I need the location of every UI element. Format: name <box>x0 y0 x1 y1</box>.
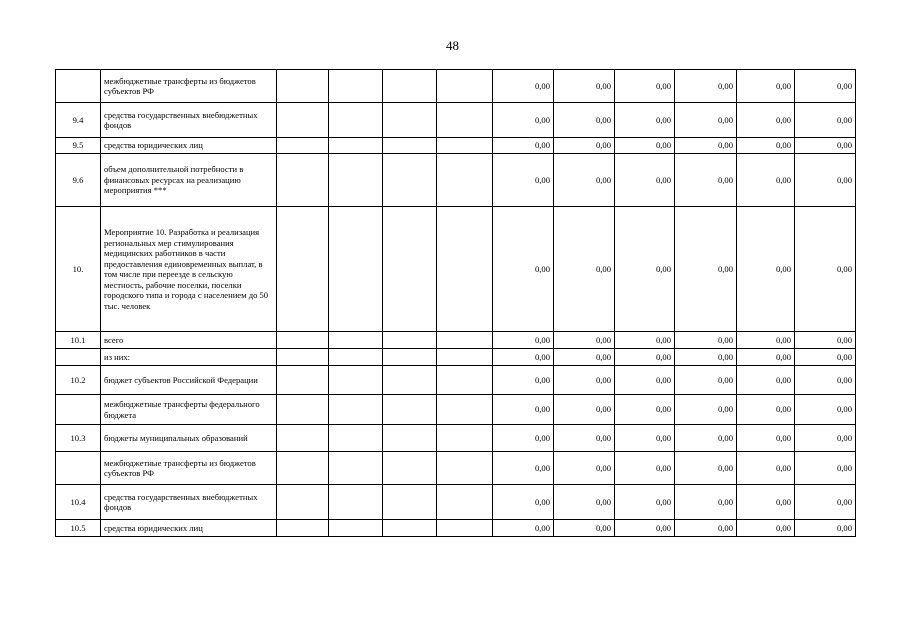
blank-cell <box>277 395 329 425</box>
value-cell: 0,00 <box>615 70 675 103</box>
blank-cell <box>383 520 437 537</box>
blank-cell <box>383 207 437 332</box>
value-cell: 0,00 <box>554 349 615 366</box>
blank-cell <box>437 520 493 537</box>
row-number <box>56 452 101 485</box>
value-cell: 0,00 <box>737 349 795 366</box>
blank-cell <box>437 366 493 395</box>
blank-cell <box>329 207 383 332</box>
value-cell: 0,00 <box>615 138 675 154</box>
value-cell: 0,00 <box>615 103 675 138</box>
table-row <box>56 395 856 425</box>
budget-table <box>55 69 856 537</box>
value-cell: 0,00 <box>795 425 856 452</box>
table-row <box>56 103 856 138</box>
row-number <box>56 395 101 425</box>
value-cell: 0,00 <box>795 395 856 425</box>
row-name: средства государственных внебюджетных фондов <box>101 103 277 138</box>
value-cell: 0,00 <box>554 520 615 537</box>
value-cell: 0,00 <box>615 520 675 537</box>
value-cell: 0,00 <box>737 154 795 207</box>
blank-cell <box>383 485 437 520</box>
row-number <box>56 349 101 366</box>
value-cell: 0,00 <box>615 154 675 207</box>
blank-cell <box>277 103 329 138</box>
value-cell: 0,00 <box>554 103 615 138</box>
blank-cell <box>383 366 437 395</box>
value-cell: 0,00 <box>675 425 737 452</box>
row-name: Мероприятие 10. Разработка и реализация региональных мер стимулирования медицинских работников в части предоставления единовременных выплат, в том числе при переезде в сельскую местность, рабочие поселки, поселки городского типа и города с населением до 50 тыс. человек <box>101 207 277 332</box>
value-cell: 0,00 <box>795 520 856 537</box>
row-name: средства юридических лиц <box>101 520 277 537</box>
blank-cell <box>329 138 383 154</box>
row-number: 9.6 <box>56 154 101 207</box>
blank-cell <box>329 485 383 520</box>
value-cell: 0,00 <box>493 485 554 520</box>
table-row <box>56 366 856 395</box>
blank-cell <box>383 70 437 103</box>
value-cell: 0,00 <box>615 366 675 395</box>
value-cell: 0,00 <box>737 332 795 349</box>
table-row <box>56 70 856 103</box>
blank-cell <box>277 332 329 349</box>
blank-cell <box>437 425 493 452</box>
blank-cell <box>277 154 329 207</box>
row-number: 9.5 <box>56 138 101 154</box>
value-cell: 0,00 <box>675 154 737 207</box>
row-number: 10.1 <box>56 332 101 349</box>
row-number <box>56 70 101 103</box>
row-name: из них: <box>101 349 277 366</box>
row-name: всего <box>101 332 277 349</box>
blank-cell <box>383 349 437 366</box>
blank-cell <box>329 154 383 207</box>
value-cell: 0,00 <box>795 70 856 103</box>
value-cell: 0,00 <box>795 138 856 154</box>
blank-cell <box>277 425 329 452</box>
blank-cell <box>437 485 493 520</box>
value-cell: 0,00 <box>493 425 554 452</box>
value-cell: 0,00 <box>554 452 615 485</box>
value-cell: 0,00 <box>493 154 554 207</box>
value-cell: 0,00 <box>737 366 795 395</box>
table-row <box>56 349 856 366</box>
row-number: 10.5 <box>56 520 101 537</box>
row-number: 10. <box>56 207 101 332</box>
value-cell: 0,00 <box>675 207 737 332</box>
value-cell: 0,00 <box>493 138 554 154</box>
row-name: объем дополнительной потребности в финансовых ресурсах на реализацию мероприятия *** <box>101 154 277 207</box>
blank-cell <box>277 366 329 395</box>
value-cell: 0,00 <box>675 103 737 138</box>
blank-cell <box>383 138 437 154</box>
value-cell: 0,00 <box>493 349 554 366</box>
blank-cell <box>329 332 383 349</box>
blank-cell <box>437 349 493 366</box>
value-cell: 0,00 <box>737 103 795 138</box>
value-cell: 0,00 <box>675 395 737 425</box>
blank-cell <box>277 349 329 366</box>
value-cell: 0,00 <box>554 138 615 154</box>
value-cell: 0,00 <box>493 452 554 485</box>
value-cell: 0,00 <box>615 425 675 452</box>
blank-cell <box>383 452 437 485</box>
row-number: 10.4 <box>56 485 101 520</box>
value-cell: 0,00 <box>795 103 856 138</box>
blank-cell <box>329 349 383 366</box>
value-cell: 0,00 <box>615 485 675 520</box>
value-cell: 0,00 <box>675 349 737 366</box>
value-cell: 0,00 <box>554 332 615 349</box>
row-name: межбюджетные трансферты из бюджетов субъектов РФ <box>101 70 277 103</box>
value-cell: 0,00 <box>675 138 737 154</box>
value-cell: 0,00 <box>493 207 554 332</box>
budget-table-body <box>56 70 856 537</box>
row-name: межбюджетные трансферты из бюджетов субъектов РФ <box>101 452 277 485</box>
row-name: бюджеты муниципальных образований <box>101 425 277 452</box>
blank-cell <box>277 207 329 332</box>
value-cell: 0,00 <box>554 395 615 425</box>
value-cell: 0,00 <box>493 395 554 425</box>
value-cell: 0,00 <box>493 366 554 395</box>
value-cell: 0,00 <box>737 207 795 332</box>
value-cell: 0,00 <box>493 70 554 103</box>
value-cell: 0,00 <box>675 70 737 103</box>
blank-cell <box>383 103 437 138</box>
blank-cell <box>437 154 493 207</box>
table-row <box>56 207 856 332</box>
value-cell: 0,00 <box>493 332 554 349</box>
value-cell: 0,00 <box>737 485 795 520</box>
blank-cell <box>437 332 493 349</box>
value-cell: 0,00 <box>615 207 675 332</box>
table-row <box>56 154 856 207</box>
blank-cell <box>329 103 383 138</box>
blank-cell <box>277 138 329 154</box>
value-cell: 0,00 <box>615 452 675 485</box>
value-cell: 0,00 <box>554 366 615 395</box>
blank-cell <box>437 452 493 485</box>
value-cell: 0,00 <box>737 520 795 537</box>
blank-cell <box>383 395 437 425</box>
table-row <box>56 138 856 154</box>
value-cell: 0,00 <box>795 485 856 520</box>
blank-cell <box>277 485 329 520</box>
value-cell: 0,00 <box>795 332 856 349</box>
blank-cell <box>437 138 493 154</box>
blank-cell <box>277 520 329 537</box>
value-cell: 0,00 <box>554 485 615 520</box>
value-cell: 0,00 <box>675 520 737 537</box>
value-cell: 0,00 <box>737 70 795 103</box>
blank-cell <box>329 395 383 425</box>
blank-cell <box>277 452 329 485</box>
value-cell: 0,00 <box>615 349 675 366</box>
blank-cell <box>277 70 329 103</box>
blank-cell <box>437 103 493 138</box>
value-cell: 0,00 <box>493 520 554 537</box>
value-cell: 0,00 <box>675 332 737 349</box>
table-row <box>56 520 856 537</box>
blank-cell <box>329 425 383 452</box>
value-cell: 0,00 <box>737 452 795 485</box>
value-cell: 0,00 <box>795 154 856 207</box>
row-number: 10.3 <box>56 425 101 452</box>
value-cell: 0,00 <box>675 366 737 395</box>
value-cell: 0,00 <box>615 395 675 425</box>
row-name: межбюджетные трансферты федерального бюджета <box>101 395 277 425</box>
blank-cell <box>383 154 437 207</box>
value-cell: 0,00 <box>795 366 856 395</box>
value-cell: 0,00 <box>737 138 795 154</box>
blank-cell <box>329 520 383 537</box>
blank-cell <box>383 425 437 452</box>
blank-cell <box>383 332 437 349</box>
value-cell: 0,00 <box>675 452 737 485</box>
table-row <box>56 332 856 349</box>
row-number: 10.2 <box>56 366 101 395</box>
blank-cell <box>329 366 383 395</box>
value-cell: 0,00 <box>675 485 737 520</box>
value-cell: 0,00 <box>554 70 615 103</box>
table-row <box>56 452 856 485</box>
blank-cell <box>437 395 493 425</box>
value-cell: 0,00 <box>554 425 615 452</box>
blank-cell <box>437 70 493 103</box>
blank-cell <box>437 207 493 332</box>
blank-cell <box>329 452 383 485</box>
value-cell: 0,00 <box>795 452 856 485</box>
value-cell: 0,00 <box>554 207 615 332</box>
value-cell: 0,00 <box>554 154 615 207</box>
row-number: 9.4 <box>56 103 101 138</box>
page-number: 48 <box>446 38 459 53</box>
value-cell: 0,00 <box>615 332 675 349</box>
row-name: бюджет субъектов Российской Федерации <box>101 366 277 395</box>
value-cell: 0,00 <box>795 207 856 332</box>
value-cell: 0,00 <box>737 425 795 452</box>
value-cell: 0,00 <box>737 395 795 425</box>
row-name: средства государственных внебюджетных фондов <box>101 485 277 520</box>
value-cell: 0,00 <box>493 103 554 138</box>
row-name: средства юридических лиц <box>101 138 277 154</box>
table-row <box>56 425 856 452</box>
value-cell: 0,00 <box>795 349 856 366</box>
blank-cell <box>329 70 383 103</box>
table-row <box>56 485 856 520</box>
